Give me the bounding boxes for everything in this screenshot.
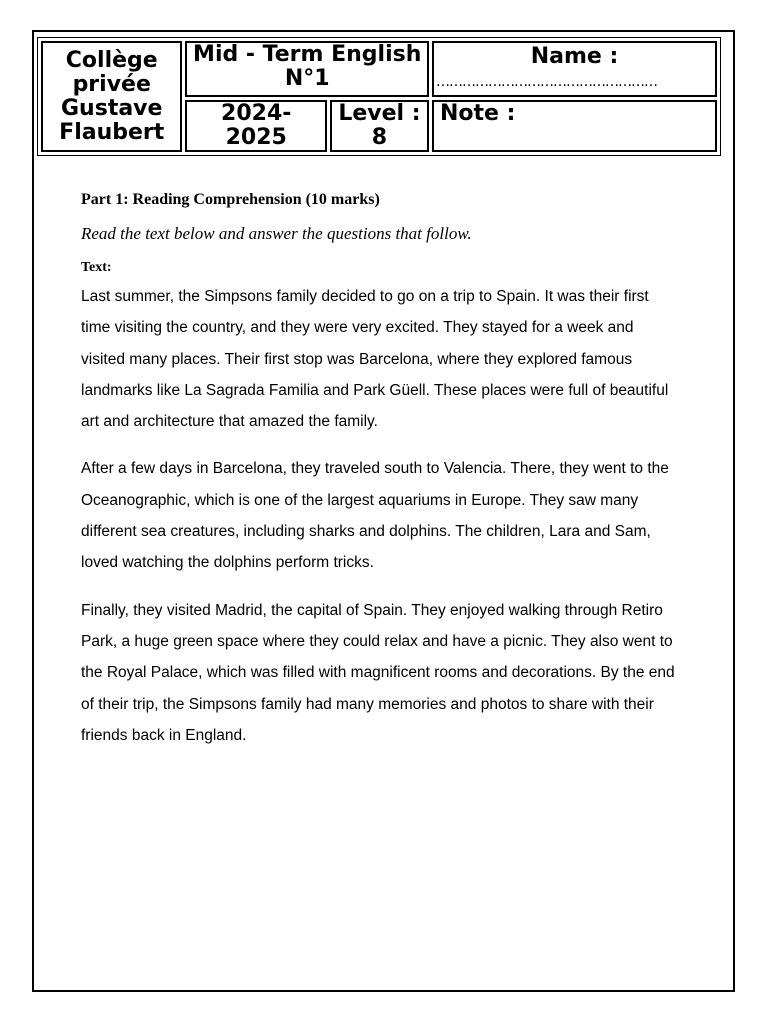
name-dotted-line: …………………………………………… — [435, 75, 657, 89]
exam-header-table — [37, 37, 721, 156]
paragraph-1: Last summer, the Simpsons family decided to go on a trip to Spain. It was their first time visiting the country, and they were very excited. They stayed for a week and visited many places. Their first stop was Barcelona, where they explored famous landmarks like La Sagrada Familia and Park Güell. These places were full of beautiful art and architecture that amazed the family. — [81, 288, 669, 431]
part-title: Part 1: Reading Comprehension (10 marks) — [81, 191, 380, 208]
exam-title: Mid - Term English N°1 — [185, 41, 429, 97]
name-field[interactable] — [432, 41, 717, 97]
note-field[interactable] — [432, 100, 717, 152]
school-year: 2024- 2025 — [185, 100, 326, 152]
paragraph-3: Finally, they visited Madrid, the capital of Spain. They enjoyed walking through Retiro Park, a huge green space where they could relax and have a picnic. They also went to the Royal Palace, which was filled with magnificent rooms and decorations. By the end of their trip, the Simpsons family had many memories and photos to share with their friends back in England. — [81, 601, 675, 744]
level: Level : 8 — [330, 100, 429, 152]
paragraph-2: After a few days in Barcelona, they traveled south to Valencia. There, they went to the Oceanographic, which is one of the largest aquariums in Europe. They saw many different sea creatures, including sharks and dolphins. The children, Lara and Sam, loved watching the dolphins perform tricks. — [81, 460, 669, 572]
text-label: Text: — [81, 260, 112, 275]
school-name: Collège privée Gustave Flaubert — [41, 41, 182, 152]
note-label: Note : — [439, 101, 516, 126]
exam-content — [81, 186, 681, 751]
instruction: Read the text below and answer the questions that follow. — [81, 224, 472, 243]
name-label: Name : — [530, 44, 619, 69]
